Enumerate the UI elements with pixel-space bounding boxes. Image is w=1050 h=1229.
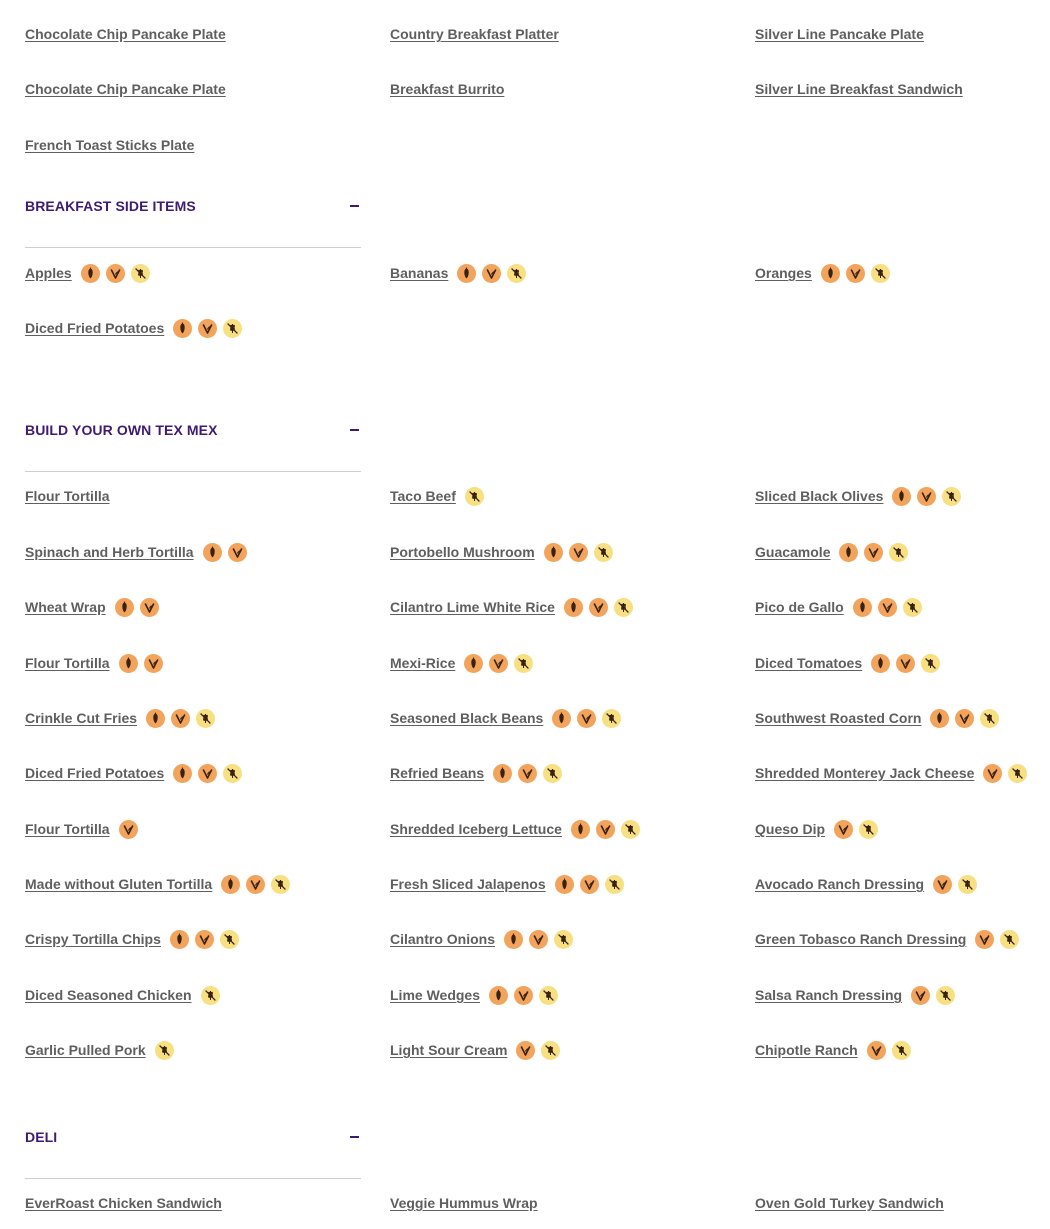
menu-item-link[interactable]: Lime Wedges (390, 987, 480, 1003)
vegetarian-icon[interactable] (896, 654, 915, 673)
vegan-icon[interactable] (457, 264, 476, 283)
dietary-badges (504, 930, 579, 949)
gluten-free-icon[interactable] (543, 764, 562, 783)
menu-item-link[interactable]: Oranges (755, 265, 812, 281)
gluten-free-icon[interactable] (602, 709, 621, 728)
vegan-icon[interactable] (203, 543, 222, 562)
vegetarian-icon[interactable] (119, 820, 138, 839)
menu-item (390, 1191, 538, 1215)
gluten-free-icon[interactable] (539, 986, 558, 1005)
menu-item (755, 983, 961, 1007)
menu-item-link[interactable]: Cilantro Onions (390, 931, 495, 947)
menu-item-link[interactable]: Crispy Tortilla Chips (25, 931, 161, 947)
vegetarian-icon[interactable] (577, 709, 596, 728)
menu-item-link[interactable]: Southwest Roasted Corn (755, 710, 922, 726)
gluten-free-icon[interactable] (605, 875, 624, 894)
menu-item (25, 133, 194, 157)
menu-item (25, 77, 226, 101)
dietary-badges (834, 820, 884, 839)
menu-item-link[interactable]: Queso Dip (755, 821, 826, 837)
menu-item (390, 22, 559, 46)
menu-item (25, 595, 165, 619)
menu-item-link[interactable]: Apples (25, 265, 72, 281)
vegetarian-icon[interactable] (983, 764, 1002, 783)
menu-item (755, 872, 983, 896)
menu-item-link[interactable]: Diced Fried Potatoes (25, 320, 165, 336)
menu-item-link[interactable]: Chocolate Chip Pancake Plate (25, 81, 226, 97)
menu-item (755, 651, 946, 675)
menu-item (25, 872, 296, 896)
gluten-free-icon[interactable] (614, 598, 633, 617)
menu-item-link[interactable]: Diced Fried Potatoes (25, 765, 165, 781)
menu-item (390, 540, 619, 564)
vegetarian-icon[interactable] (864, 543, 883, 562)
menu-item (25, 983, 226, 1007)
vegetarian-icon[interactable] (171, 709, 190, 728)
menu-item (25, 651, 169, 675)
gluten-free-icon[interactable] (220, 930, 239, 949)
section-header-deli (25, 1121, 361, 1179)
menu-item (755, 77, 963, 101)
vegetarian-icon[interactable] (198, 319, 217, 338)
gluten-free-icon[interactable] (223, 764, 242, 783)
menu-item-link[interactable]: Crinkle Cut Fries (25, 710, 138, 726)
menu-item (390, 706, 627, 730)
menu-item-link[interactable]: Silver Line Breakfast Sandwich (755, 81, 963, 97)
vegetarian-icon[interactable] (482, 264, 501, 283)
menu-item-link[interactable]: Garlic Pulled Pork (25, 1042, 146, 1058)
gluten-free-icon[interactable] (201, 986, 220, 1005)
gluten-free-icon[interactable] (514, 654, 533, 673)
menu-item-link[interactable]: Pico de Gallo (755, 599, 844, 615)
dietary-badges (489, 986, 564, 1005)
vegan-icon[interactable] (930, 709, 949, 728)
collapse-section-button[interactable] (350, 429, 359, 431)
collapse-section-button[interactable] (350, 205, 359, 207)
gluten-free-icon[interactable] (541, 1041, 560, 1060)
vegan-icon[interactable] (173, 319, 192, 338)
vegan-icon[interactable] (871, 654, 890, 673)
collapse-section-button[interactable] (350, 1136, 359, 1138)
menu-item (390, 77, 504, 101)
dietary-badges (170, 930, 245, 949)
vegetarian-icon[interactable] (580, 875, 599, 894)
menu-item-link[interactable]: Veggie Hummus Wrap (390, 1195, 538, 1211)
vegetarian-icon[interactable] (106, 264, 125, 283)
gluten-free-icon[interactable] (621, 820, 640, 839)
vegan-icon[interactable] (504, 930, 523, 949)
menu-item (25, 817, 144, 841)
vegetarian-icon[interactable] (955, 709, 974, 728)
vegan-icon[interactable] (571, 820, 590, 839)
dietary-badges (201, 986, 226, 1005)
vegan-icon[interactable] (892, 487, 911, 506)
menu-item-link[interactable]: Spinach and Herb Tortilla (25, 544, 194, 560)
gluten-free-icon[interactable] (889, 543, 908, 562)
section-title: DELI (25, 1129, 58, 1145)
menu-item-link[interactable]: Refried Beans (390, 765, 485, 781)
vegetarian-icon[interactable] (975, 930, 994, 949)
vegan-icon[interactable] (853, 598, 872, 617)
dietary-badges (457, 264, 532, 283)
menu-item-link[interactable]: Light Sour Cream (390, 1042, 508, 1058)
menu-item (25, 706, 221, 730)
menu-item (25, 484, 110, 508)
section-header-build-your-own-tex-mex (25, 414, 361, 472)
menu-item (25, 1038, 180, 1062)
section-title: BREAKFAST SIDE ITEMS (25, 198, 196, 214)
vegan-icon[interactable] (173, 764, 192, 783)
menu-item-link[interactable]: EverRoast Chicken Sandwich (25, 1195, 222, 1211)
menu-item-link[interactable]: Diced Seasoned Chicken (25, 987, 192, 1003)
section-title: BUILD YOUR OWN TEX MEX (25, 422, 218, 438)
menu-item-link[interactable]: Seasoned Black Beans (390, 710, 544, 726)
menu-item-link[interactable]: Chocolate Chip Pancake Plate (25, 26, 226, 42)
dietary-badges (853, 598, 928, 617)
vegetarian-icon[interactable] (529, 930, 548, 949)
vegan-icon[interactable] (493, 764, 512, 783)
dietary-badges (892, 487, 967, 506)
dietary-badges (983, 764, 1033, 783)
section-header-breakfast-side-items (25, 190, 361, 248)
dietary-badges (119, 654, 169, 673)
menu-item (755, 1191, 944, 1215)
menu-item (390, 595, 639, 619)
dietary-badges (173, 764, 248, 783)
vegetarian-icon[interactable] (878, 598, 897, 617)
menu-item (755, 927, 1025, 951)
dietary-badges (975, 930, 1025, 949)
gluten-free-icon[interactable] (859, 820, 878, 839)
vegan-icon[interactable] (146, 709, 165, 728)
vegetarian-icon[interactable] (195, 930, 214, 949)
dietary-badges (221, 875, 296, 894)
menu-item-link[interactable]: French Toast Sticks Plate (25, 137, 195, 153)
dietary-badges (821, 264, 896, 283)
vegan-icon[interactable] (119, 654, 138, 673)
dietary-badges (930, 709, 1005, 728)
dietary-badges (555, 875, 630, 894)
menu-item (25, 761, 248, 785)
dietary-badges (465, 487, 490, 506)
menu-item (755, 484, 967, 508)
dietary-badges (115, 598, 165, 617)
menu-item (25, 1191, 222, 1215)
vegetarian-icon[interactable] (834, 820, 853, 839)
menu-item (25, 540, 253, 564)
menu-item (755, 1038, 917, 1062)
menu-item (25, 261, 156, 285)
dietary-badges (571, 820, 646, 839)
menu-item (755, 261, 896, 285)
menu-item-link[interactable]: Sliced Black Olives (755, 488, 884, 504)
dietary-badges (203, 543, 253, 562)
menu-item-link[interactable]: Made without Gluten Tortilla (25, 876, 213, 892)
vegan-icon[interactable] (221, 875, 240, 894)
menu-item (755, 706, 1005, 730)
vegan-icon[interactable] (821, 264, 840, 283)
menu-item (390, 983, 564, 1007)
vegetarian-icon[interactable] (589, 598, 608, 617)
menu-item (390, 484, 490, 508)
menu-item-link[interactable]: Flour Tortilla (25, 821, 110, 837)
dietary-badges (81, 264, 156, 283)
vegetarian-icon[interactable] (596, 820, 615, 839)
vegetarian-icon[interactable] (514, 986, 533, 1005)
menu-item (390, 872, 630, 896)
gluten-free-icon[interactable] (1008, 764, 1027, 783)
dietary-badges (871, 654, 946, 673)
dietary-badges (173, 319, 248, 338)
menu-item (390, 817, 646, 841)
vegan-icon[interactable] (81, 264, 100, 283)
gluten-free-icon[interactable] (892, 1041, 911, 1060)
vegetarian-icon[interactable] (228, 543, 247, 562)
menu-item (25, 927, 245, 951)
menu-item (755, 22, 924, 46)
gluten-free-icon[interactable] (903, 598, 922, 617)
gluten-free-icon[interactable] (465, 487, 484, 506)
vegetarian-icon[interactable] (516, 1041, 535, 1060)
menu-item-link[interactable]: Guacamole (755, 544, 831, 560)
gluten-free-icon[interactable] (271, 875, 290, 894)
menu-item-link[interactable]: Wheat Wrap (25, 599, 106, 615)
menu-item-link[interactable]: Silver Line Pancake Plate (755, 26, 924, 42)
dietary-badges (839, 543, 914, 562)
dietary-badges (493, 764, 568, 783)
vegetarian-icon[interactable] (198, 764, 217, 783)
menu-item-link[interactable]: Shredded Iceberg Lettuce (390, 821, 562, 837)
menu-item-link[interactable]: Green Tobasco Ranch Dressing (755, 931, 967, 947)
menu-item (755, 761, 1033, 785)
vegan-icon[interactable] (464, 654, 483, 673)
vegetarian-icon[interactable] (911, 986, 930, 1005)
menu-item-link[interactable]: Portobello Mushroom (390, 544, 535, 560)
gluten-free-icon[interactable] (554, 930, 573, 949)
vegetarian-icon[interactable] (489, 654, 508, 673)
dietary-badges (516, 1041, 566, 1060)
menu-item (755, 817, 884, 841)
menu-item-link[interactable]: Flour Tortilla (25, 488, 110, 504)
menu-item-link[interactable]: Mexi-Rice (390, 655, 456, 671)
vegetarian-icon[interactable] (867, 1041, 886, 1060)
menu-item (390, 927, 579, 951)
menu-item-link[interactable]: Fresh Sliced Jalapenos (390, 876, 546, 892)
vegetarian-icon[interactable] (846, 264, 865, 283)
menu-item (390, 261, 532, 285)
dietary-badges (867, 1041, 917, 1060)
dietary-badges (464, 654, 539, 673)
vegan-icon[interactable] (170, 930, 189, 949)
vegan-icon[interactable] (489, 986, 508, 1005)
menu-item-link[interactable]: Bananas (390, 265, 449, 281)
dietary-badges (119, 820, 144, 839)
dietary-badges (552, 709, 627, 728)
gluten-free-icon[interactable] (936, 986, 955, 1005)
vegetarian-icon[interactable] (144, 654, 163, 673)
menu-item (755, 540, 914, 564)
menu-item (25, 316, 248, 340)
gluten-free-icon[interactable] (131, 264, 150, 283)
menu-item-link[interactable]: Country Breakfast Platter (390, 26, 559, 42)
vegetarian-icon[interactable] (246, 875, 265, 894)
menu-item-link[interactable]: Breakfast Burrito (390, 81, 505, 97)
vegetarian-icon[interactable] (569, 543, 588, 562)
gluten-free-icon[interactable] (1000, 930, 1019, 949)
menu-item (390, 761, 568, 785)
menu-item (390, 651, 539, 675)
dietary-badges (544, 543, 619, 562)
menu-item-link[interactable]: Shredded Monterey Jack Cheese (755, 765, 975, 781)
gluten-free-icon[interactable] (921, 654, 940, 673)
gluten-free-icon[interactable] (871, 264, 890, 283)
vegetarian-icon[interactable] (518, 764, 537, 783)
menu-item-link[interactable]: Oven Gold Turkey Sandwich (755, 1195, 944, 1211)
vegetarian-icon[interactable] (917, 487, 936, 506)
vegan-icon[interactable] (544, 543, 563, 562)
vegan-icon[interactable] (555, 875, 574, 894)
dietary-badges (933, 875, 983, 894)
vegetarian-icon[interactable] (140, 598, 159, 617)
gluten-free-icon[interactable] (196, 709, 215, 728)
menu-item-link[interactable]: Taco Beef (390, 488, 456, 504)
gluten-free-icon[interactable] (155, 1041, 174, 1060)
menu-item-link[interactable]: Cilantro Lime White Rice (390, 599, 555, 615)
menu-item-link[interactable]: Diced Tomatoes (755, 655, 863, 671)
gluten-free-icon[interactable] (594, 543, 613, 562)
dietary-badges (911, 986, 961, 1005)
gluten-free-icon[interactable] (223, 319, 242, 338)
vegan-icon[interactable] (552, 709, 571, 728)
vegan-icon[interactable] (564, 598, 583, 617)
dietary-badges (146, 709, 221, 728)
menu-item-link[interactable]: Salsa Ranch Dressing (755, 987, 903, 1003)
menu-item (755, 595, 928, 619)
gluten-free-icon[interactable] (942, 487, 961, 506)
dietary-badges (564, 598, 639, 617)
gluten-free-icon[interactable] (958, 875, 977, 894)
menu-item-link[interactable]: Avocado Ranch Dressing (755, 876, 925, 892)
vegetarian-icon[interactable] (933, 875, 952, 894)
vegan-icon[interactable] (839, 543, 858, 562)
menu-item (25, 22, 226, 46)
menu-item-link[interactable]: Chipotle Ranch (755, 1042, 858, 1058)
menu-item-link[interactable]: Flour Tortilla (25, 655, 110, 671)
dietary-badges (155, 1041, 180, 1060)
menu-item (390, 1038, 566, 1062)
gluten-free-icon[interactable] (507, 264, 526, 283)
vegan-icon[interactable] (115, 598, 134, 617)
gluten-free-icon[interactable] (980, 709, 999, 728)
